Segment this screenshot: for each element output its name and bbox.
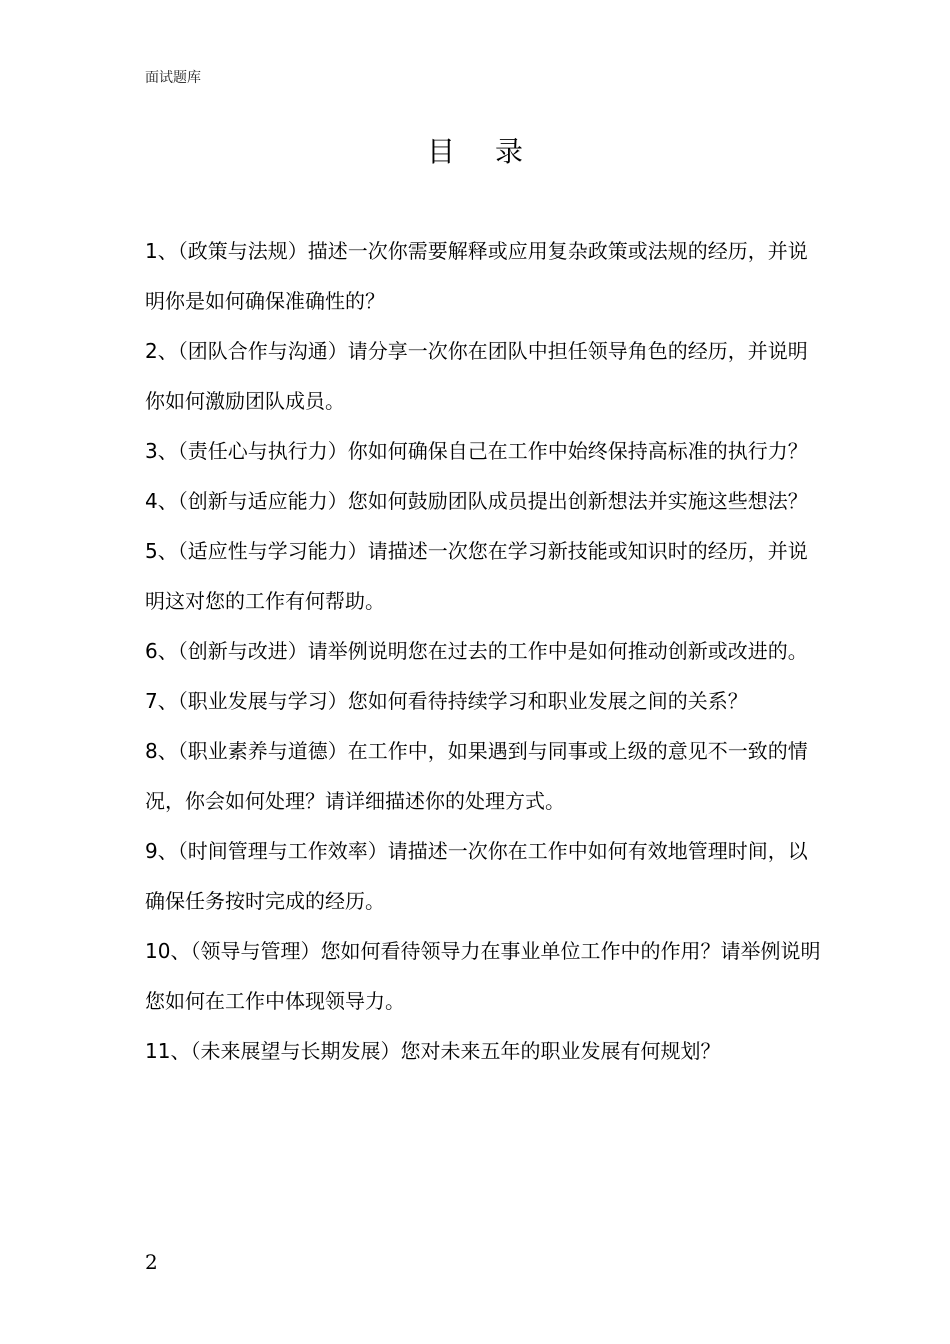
page-number: 2 (145, 1250, 158, 1274)
toc-item: 11、（未来展望与长期发展）您对未来五年的职业发展有何规划？ (145, 1039, 721, 1063)
toc-item: 5、（适应性与学习能力）请描述一次您在学习新技能或知识时的经历，并说明这对您的工作有何帮助。 (145, 539, 808, 613)
toc-item: 8、（职业素养与道德）在工作中，如果遇到与同事或上级的意见不一致的情况，你会如何处理？请详细描述你的处理方式。 (145, 739, 808, 813)
page-header: 面试题库 (145, 70, 201, 86)
toc-item: 10、（领导与管理）您如何看待领导力在事业单位工作中的作用？请举例说明您如何在工作中体现领导力。 (145, 939, 821, 1013)
toc-item: 3、（责任心与执行力）你如何确保自己在工作中始终保持高标准的执行力？ (145, 439, 808, 463)
toc-item: 2、（团队合作与沟通）请分享一次你在团队中担任领导角色的经历，并说明你如何激励团队成员。 (145, 339, 808, 413)
toc-item: 6、（创新与改进）请举例说明您在过去的工作中是如何推动创新或改进的。 (145, 639, 808, 663)
toc-item: 1、（政策与法规）描述一次你需要解释或应用复杂政策或法规的经历，并说明你是如何确保准确性的？ (145, 239, 808, 313)
toc-title: 目录 (426, 135, 563, 168)
toc-item: 9、（时间管理与工作效率）请描述一次你在工作中如何有效地管理时间，以确保任务按时完成的经历。 (145, 839, 808, 913)
table-of-contents (145, 226, 825, 1076)
toc-item: 4、（创新与适应能力）您如何鼓励团队成员提出创新想法并实施这些想法？ (145, 489, 808, 513)
toc-item: 7、（职业发展与学习）您如何看待持续学习和职业发展之间的关系？ (145, 689, 748, 713)
